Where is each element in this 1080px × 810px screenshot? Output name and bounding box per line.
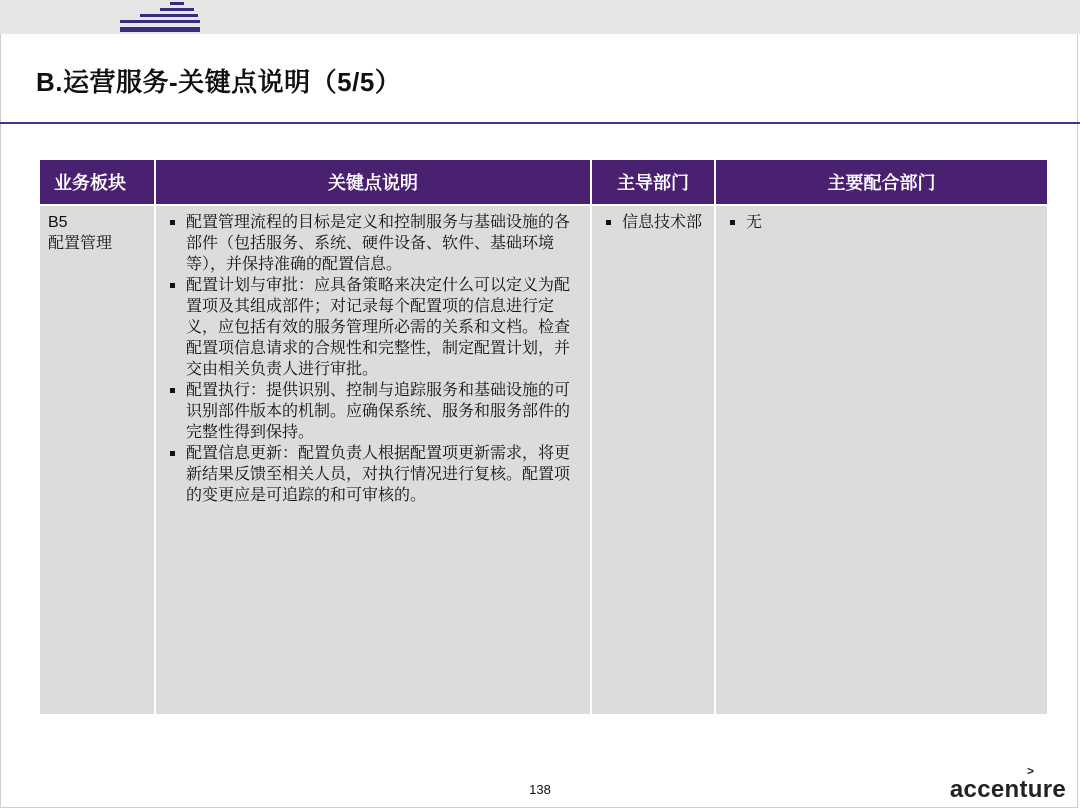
top-band xyxy=(0,0,1080,34)
cell-lead-dept xyxy=(592,206,714,714)
block-name: 配置管理 xyxy=(48,235,113,252)
brand-mark-icon: > xyxy=(1026,764,1034,778)
list-item: 配置计划与审批：应具备策略来决定什么可以定义为配置项及其组成部件；对记录每个配置项的信息进行定义，应包括有效的服务管理所必需的关系和文档。检查配置项信息请求的合规性和完整性，制定配置计划，并交由相关负责人进行审批。 xyxy=(164,275,582,380)
table-header-row xyxy=(40,160,1047,204)
table-row xyxy=(40,206,1047,714)
page-number: 138 xyxy=(529,782,551,797)
support-dept-list xyxy=(724,212,1039,233)
header-business-block: 业务板块 xyxy=(40,160,154,204)
block-code: B5 xyxy=(48,214,68,231)
cell-key-points xyxy=(156,206,590,714)
list-item: 配置管理流程的目标是定义和控制服务与基础设施的各部件（包括服务、系统、硬件设备、软件、基础环境等），并保持准确的配置信息。 xyxy=(164,212,582,275)
header-support-dept: 主要配合部门 xyxy=(716,160,1047,204)
cell-business-block xyxy=(40,206,154,714)
list-item: 配置信息更新：配置负责人根据配置项更新需求，将更新结果反馈至相关人员，对执行情况进行复核。配置项的变更应是可追踪的和可审核的。 xyxy=(164,443,582,506)
header-key-points: 关键点说明 xyxy=(156,160,590,204)
lead-dept: 信息技术部 xyxy=(600,212,706,233)
brand-logo: accenture xyxy=(949,776,1066,803)
key-points-list xyxy=(164,212,582,506)
key-points-table xyxy=(38,158,1049,716)
lead-dept-list xyxy=(600,212,706,233)
header-stripes-logo xyxy=(120,0,200,34)
header-lead-dept: 主导部门 xyxy=(592,160,714,204)
page-title: B.运营服务-关键点说明（5/5） xyxy=(36,67,402,97)
list-item: 配置执行：提供识别、控制与追踪服务和基础设施的可识别部件版本的机制。应确保系统、服务和服务部件的完整性得到保持。 xyxy=(164,380,582,443)
cell-support-dept xyxy=(716,206,1047,714)
support-dept: 无 xyxy=(724,212,1039,233)
title-divider xyxy=(0,122,1080,124)
